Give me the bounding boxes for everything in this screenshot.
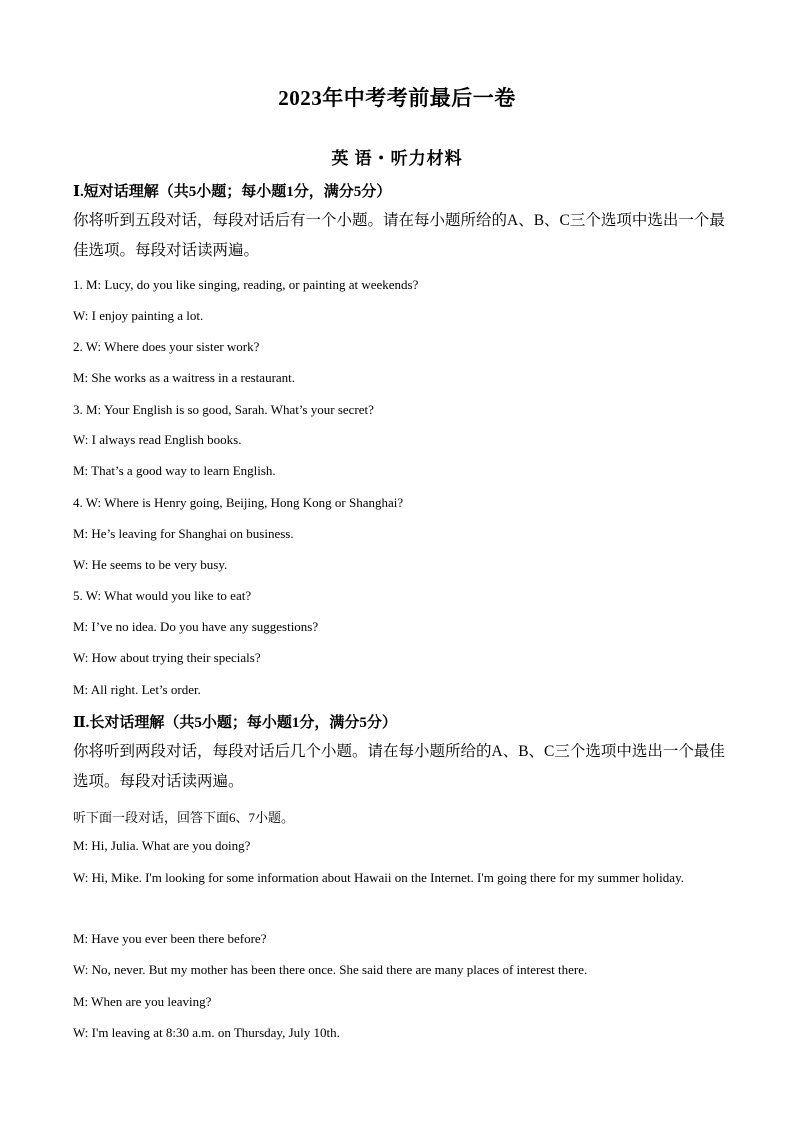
dialogue-line: 4. W: Where is Henry going, Beijing, Hong Kong or Shanghai? — [73, 495, 404, 510]
section-1-heading: Ⅰ.短对话理解（共5小题；每小题1分，满分5分） — [73, 184, 392, 200]
section-1-instructions: 你将听到五段对话，每段对话后有一个小题。请在每小题所给的A、B、C三个选项中选出一个最佳选项。每段对话读两遍。 — [73, 212, 725, 259]
section-2-intro: 听下面一段对话，回答下面6、7小题。 — [73, 810, 295, 825]
dialogue-line: M: He’s leaving for Shanghai on business. — [73, 526, 294, 541]
dialogue-line: 1. M: Lucy, do you like singing, reading, or painting at weekends? — [73, 277, 419, 292]
dialogue-line: M: I’ve no idea. Do you have any suggestions? — [73, 619, 319, 634]
section-2-instructions: 你将听到两段对话，每段对话后几个小题。请在每小题所给的A、B、C三个选项中选出一个最佳选项。每段对话读两遍。 — [73, 743, 725, 790]
section-2-heading: Ⅱ.长对话理解（共5小题；每小题1分，满分5分） — [73, 715, 397, 731]
dialogue-line: W: Hi, Mike. I'm looking for some information about Hawaii on the Internet. I'm going there for my summer holiday. — [73, 870, 684, 885]
dialogue-line: W: How about trying their specials? — [73, 650, 261, 665]
dialogue-line: M: That’s a good way to learn English. — [73, 463, 276, 478]
page-subtitle: 英 语・听力材料 — [331, 149, 463, 168]
dialogue-line: W: I enjoy painting a lot. — [73, 308, 204, 323]
dialogue-line: W: No, never. But my mother has been there once. She said there are many places of interest there. — [73, 962, 588, 977]
dialogue-line: W: I always read English books. — [73, 432, 242, 447]
page-title: 2023年中考考前最后一卷 — [278, 86, 516, 110]
dialogue-line: 2. W: Where does your sister work? — [73, 339, 260, 354]
dialogue-line: W: He seems to be very busy. — [73, 557, 228, 572]
dialogue-line: M: She works as a waitress in a restaurant. — [73, 370, 296, 385]
dialogue-line: M: When are you leaving? — [73, 994, 212, 1009]
dialogue-line: M: Hi, Julia. What are you doing? — [73, 838, 251, 853]
dialogue-line: 3. M: Your English is so good, Sarah. What’s your secret? — [73, 402, 374, 417]
dialogue-line: M: Have you ever been there before? — [73, 931, 267, 946]
dialogue-line: M: All right. Let’s order. — [73, 682, 201, 697]
dialogue-line: 5. W: What would you like to eat? — [73, 588, 252, 603]
dialogue-line: W: I'm leaving at 8:30 a.m. on Thursday, July 10th. — [73, 1025, 340, 1040]
